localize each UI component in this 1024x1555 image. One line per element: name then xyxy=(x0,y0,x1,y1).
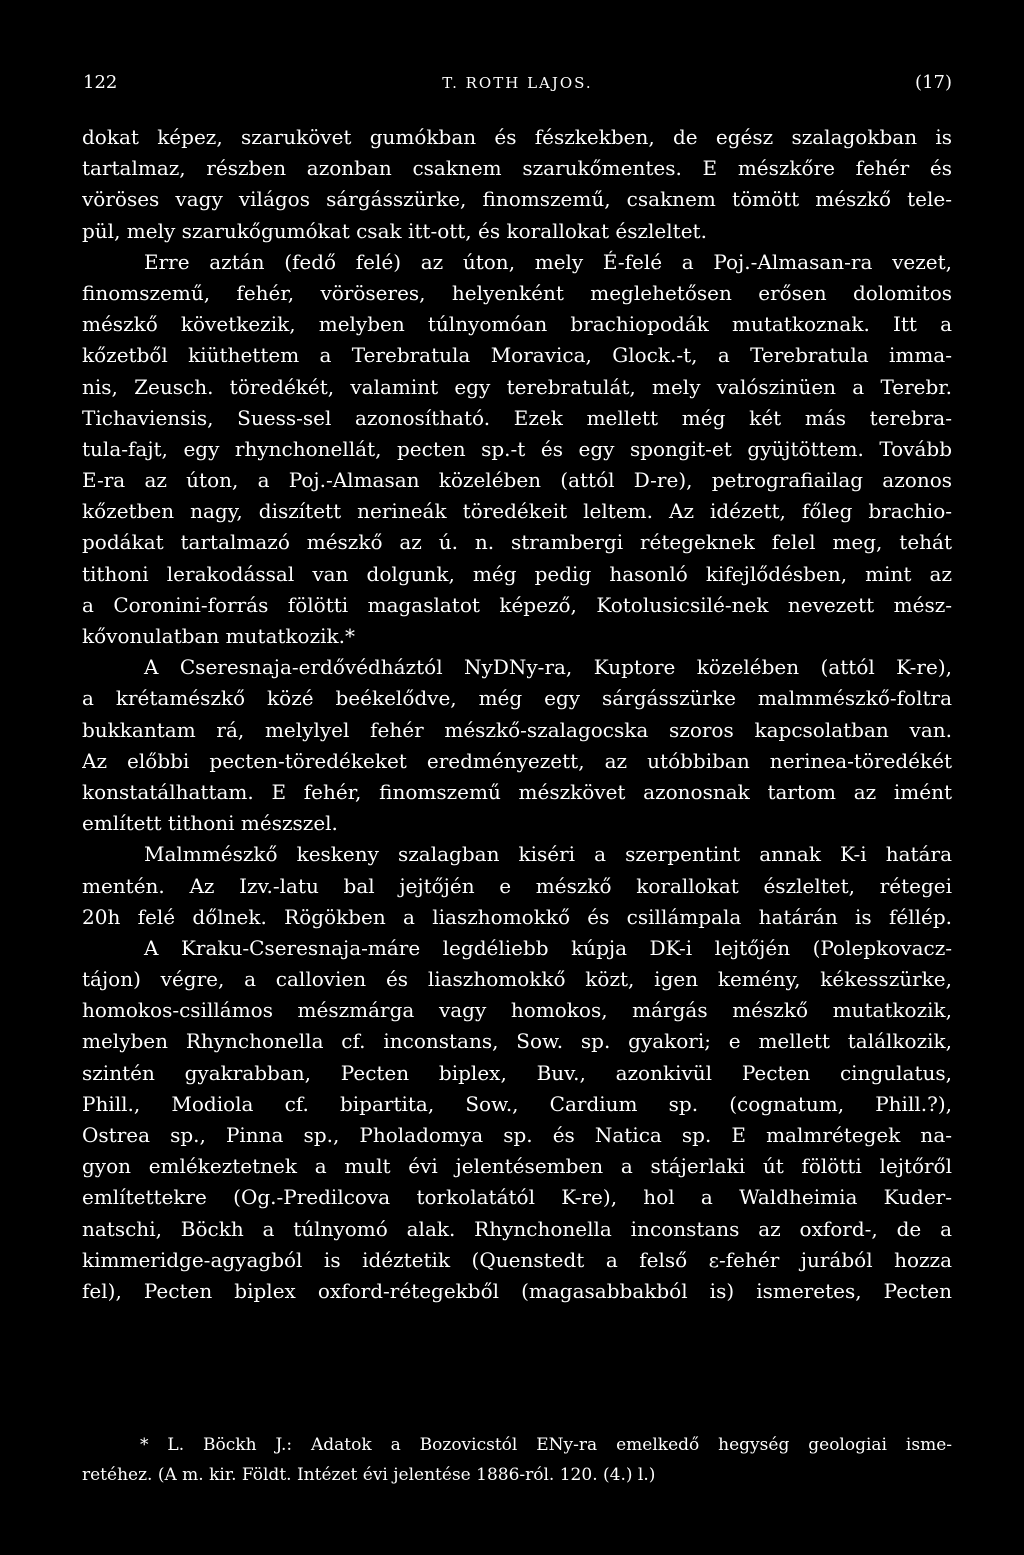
text-line: konstatálhattam. E fehér, finomszemű mészkövet azonosnak tartom az imént xyxy=(82,779,952,804)
text-line: nis, Zeusch. töredékét, valamint egy terebratulát, mely valószinüen a Terebr. xyxy=(82,374,952,399)
page-header xyxy=(83,72,952,102)
text-line: tájon) végre, a callovien és liaszhomokkő közt, igen kemény, kékesszürke, xyxy=(82,967,952,992)
footnote xyxy=(82,1430,952,1490)
text-line: homokos-csillámos mészmárga vagy homokos, márgás mészkő mutatkozik, xyxy=(82,998,952,1023)
text-line: Erre aztán (fedő felé) az úton, mely É-felé a Poj.-Almasan-ra vezet, xyxy=(144,249,952,274)
text-line: melyben Rhynchonella cf. inconstans, Sow. sp. gyakori; e mellett találkozik, xyxy=(82,1029,952,1054)
text-line: a Coronini-forrás fölötti magaslatot képező, Kotolusicsilé-nek nevezett mész- xyxy=(82,592,952,617)
text-line: pül, mely szarukőgumókat csak itt-ott, és korallokat észleltet. xyxy=(82,218,707,243)
text-line: szintén gyakrabban, Pecten biplex, Buv., azonkivül Pecten cingulatus, xyxy=(82,1060,952,1085)
text-line: vöröses vagy világos sárgásszürke, finomszemű, csaknem tömött mészkő tele- xyxy=(82,187,952,212)
running-head: T. ROTH LAJOS. xyxy=(442,74,593,92)
section-number: (17) xyxy=(915,72,952,93)
text-line: Malmmészkő keskeny szalagban kiséri a szerpentint annak K-i határa xyxy=(144,842,952,867)
text-line: podákat tartalmazó mészkő az ú. n. strambergi rétegeknek felel meg, tehát xyxy=(82,530,952,555)
text-line: Az előbbi pecten-töredékeket eredményezett, az utóbbiban nerinea-töredékét xyxy=(82,748,952,773)
text-line: A Cseresnaja-erdővédháztól NyDNy-ra, Kuptore közelében (attól K-re), xyxy=(144,655,952,680)
text-line: kőzetből kiüthettem a Terebratula Moravica, Glock.-t, a Terebratula imma- xyxy=(82,343,952,368)
text-line: említett tithoni mészszel. xyxy=(82,811,338,836)
footnote-line: retéhez. (A m. kir. Földt. Intézet évi jelentése 1886-ról. 120. (4.) l.) xyxy=(82,1465,656,1485)
text-line: E-ra az úton, a Poj.-Almasan közelében (attól D-re), petrografiailag azonos xyxy=(82,468,952,493)
text-line: mészkő következik, melyben túlnyomóan brachiopodák mutatkoznak. Itt a xyxy=(82,312,952,337)
text-line: dokat képez, szarukövet gumókban és fészkekben, de egész szalagokban is xyxy=(82,125,952,149)
text-line: kővonulatban mutatkozik.* xyxy=(82,624,355,648)
text-line: tula-fajt, egy rhynchonellát, pecten sp.-t és egy spongit-et gyüjtöttem. Tovább xyxy=(82,436,952,461)
text-line: Tichaviensis, Suess-sel azonosítható. Ezek mellett még két más terebra- xyxy=(82,405,952,430)
page-number: 122 xyxy=(83,72,118,93)
text-line: fel), Pecten biplex oxford-rétegekből (magasabbakból is) ismeretes, Pecten xyxy=(82,1278,952,1303)
text-line: natschi, Böckh a túlnyomó alak. Rhynchonella inconstans az oxford-, de a xyxy=(82,1216,952,1241)
footnote-line: * L. Böckh J.: Adatok a Bozovicstól ENy-ra emelkedő hegység geologiai isme- xyxy=(140,1435,952,1455)
text-line: gyon emlékeztetnek a mult évi jelentésemben a stájerlaki út fölötti lejtőről xyxy=(82,1154,952,1179)
text-line: tithoni lerakodással van dolgunk, még pedig hasonló kifejlődésben, mint az xyxy=(82,561,952,586)
text-line: említettekre (Og.-Predilcova torkolatától K-re), hol a Waldheimia Kuder- xyxy=(82,1185,952,1210)
text-line: Phill., Modiola cf. bipartita, Sow., Cardium sp. (cognatum, Phill.?), xyxy=(82,1091,952,1116)
text-line: kimmeridge-agyagból is idéztetik (Quenstedt a felső ε-fehér jurából hozza xyxy=(82,1247,952,1272)
body-text xyxy=(82,122,952,1307)
text-line: bukkantam rá, melylyel fehér mészkő-szalagocska szoros kapcsolatban van. xyxy=(82,717,952,742)
text-line: Ostrea sp., Pinna sp., Pholadomya sp. és Natica sp. E malmrétegek na- xyxy=(82,1123,952,1147)
text-line: A Kraku-Cseresnaja-máre legdéliebb kúpja DK-i lejtőjén (Polepkovacz- xyxy=(144,935,952,960)
text-line: kőzetben nagy, diszített nerineák töredékeit leltem. Az idézett, főleg brachio- xyxy=(82,499,952,524)
text-line: tartalmaz, részben azonban csaknem szarukőmentes. E mészkőre fehér és xyxy=(82,156,952,181)
text-line: mentén. Az Izv.-latu bal jejtőjén e mészkő korallokat észleltet, rétegei xyxy=(82,873,952,898)
text-line: finomszemű, fehér, vöröseres, helyenként meglehetősen erősen dolomitos xyxy=(82,280,952,305)
text-line: a krétamészkő közé beékelődve, még egy sárgásszürke malmmészkő-foltra xyxy=(82,686,952,711)
text-line: 20h felé dőlnek. Rögökben a liaszhomokkő és csillámpala határán is féllép. xyxy=(82,904,952,929)
